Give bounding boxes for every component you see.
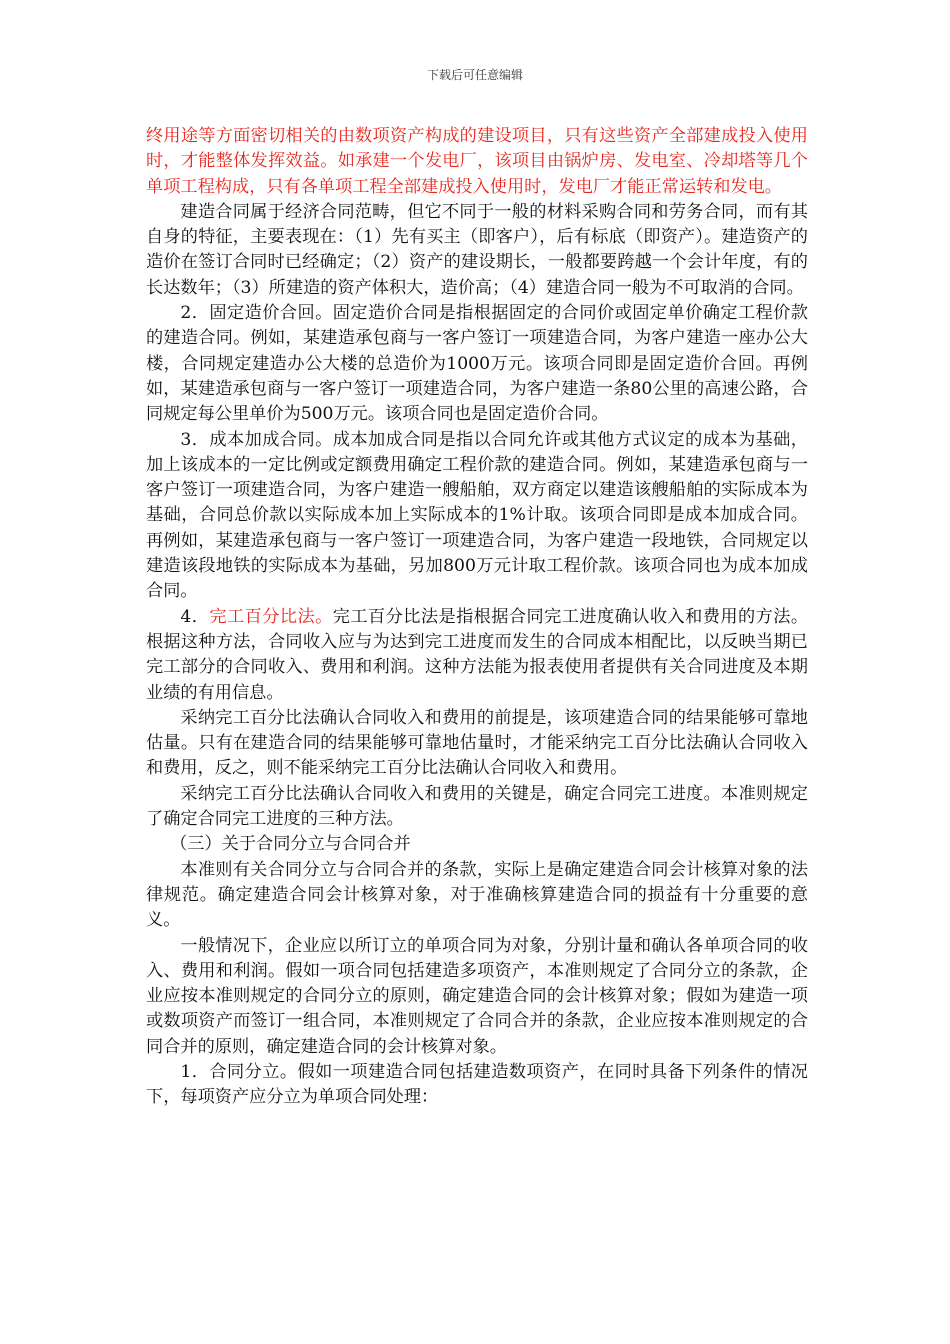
paragraph-contract-split: 1．合同分立。假如一项建造合同包括建造数项资产，在同时具备下列条件的情况下，每项资产应分立为单项合同处理：	[146, 1061, 808, 1108]
paragraph-text: 完工百分比法是指根据合同完工进度确认收入和费用的方法。根据这种方法，合同收入应与为达到完工进度而发生的合同成本相配比，以反映当期已完工部分的合同收入、费用和利润。这种方法能为报表使用者提供有关合同进度及本期业绩的有用信息。	[146, 606, 809, 703]
page-header: 下载后可任意编辑	[426, 68, 523, 82]
paragraph-cost-plus-contract: 3．成本加成合同。成本加成合同是指以合同允许或其他方式议定的成本为基础，加上该成本的一定比例或定额费用确定工程价款的建造合同。例如，某建造承包商与一客户签订一项建造合同，为客户建造一艘船舶，双方商定以建造该艘船舶的实际成本为基础，合同总价款以实际成本加上实际成本的1%计取。该项合同即是成本加成合同。再例如，某建造承包商与一客户签订一项建造合同，为客户建造一段地铁，合同规定以建造该段地铁的实际成本为基础，另加800万元计取工程价款。该项合同也为成本加成合同。	[146, 429, 808, 602]
paragraph-general-case: 一般情况下，企业应以所订立的单项合同为对象，分别计量和确认各单项合同的收入、费用和利润。假如一项合同包括建造多项资产，本准则规定了合同分立的条款，企业应按本准则规定的合同分立的原则，确定建造合同的会计核算对象；假如为建造一项或数项资产而签订一组合同，本准则规定了合同合并的条款，企业应按本准则规定的合同合并的原则，确定建造合同的会计核算对象。	[146, 935, 808, 1057]
paragraph-percentage-of-completion	[146, 605, 808, 706]
paragraph-premise: 采纳完工百分比法确认合同收入和费用的前提是，该项建造合同的结果能够可靠地估量。只有在建造合同的结果能够可靠地估量时，才能采纳完工百分比法确认合同收入和费用，反之，则不能采纳完工百分比法确认合同收入和费用。	[146, 707, 808, 779]
document-body	[146, 124, 808, 1111]
paragraph-contract-features: 建造合同属于经济合同范畴，但它不同于一般的材料采购合同和劳务合同，而有其自身的特征，主要表现在：（1）先有买主（即客户），后有标底（即资产）。建造资产的造价在签订合同时已经确定；（2）资产的建设期长，一般都要跨越一个会计年度，有的长达数年；（3）所建造的资产体积大，造价高；（4）建造合同一般为不可取消的合同。	[146, 201, 808, 298]
paragraph-red-continuation: 终用途等方面密切相关的由数项资产构成的建设项目，只有这些资产全部建成投入使用时，才能整体发挥效益。如承建一个发电厂，该项目由锅炉房、发电室、冷却塔等几个单项工程构成，只有各单项工程全部建成投入使用时，发电厂才能正常运转和发电。	[146, 126, 808, 197]
highlighted-term: 完工百分比法。	[209, 606, 333, 627]
section-heading: （三）关于合同分立与合同合并	[170, 834, 411, 855]
paragraph-key-point: 采纳完工百分比法确认合同收入和费用的关键是，确定合同完工进度。本准则规定了确定合同完工进度的三种方法。	[146, 783, 808, 830]
paragraph-prefix: 4．	[180, 606, 210, 627]
paragraph-legal-norm: 本准则有关合同分立与合同合并的条款，实际上是确定建造合同会计核算对象的法律规范。确定建造合同会计核算对象，对于准确核算建造合同的损益有十分重要的意义。	[146, 859, 808, 931]
paragraph-fixed-price-contract: 2．固定造价合回。固定造价合同是指根据固定的合同价或固定单价确定工程价款的建造合同。例如，某建造承包商与一客户签订一项建造合同，为客户建造一座办公大楼，合同规定建造办公大楼的总造价为1000万元。该项合同即是固定造价合回。再例如，某建造承包商与一客户签订一项建造合同，为客户建造一条80公里的高速公路，合同规定每公里单价为500万元。该项合同也是固定造价合同。	[146, 303, 808, 425]
